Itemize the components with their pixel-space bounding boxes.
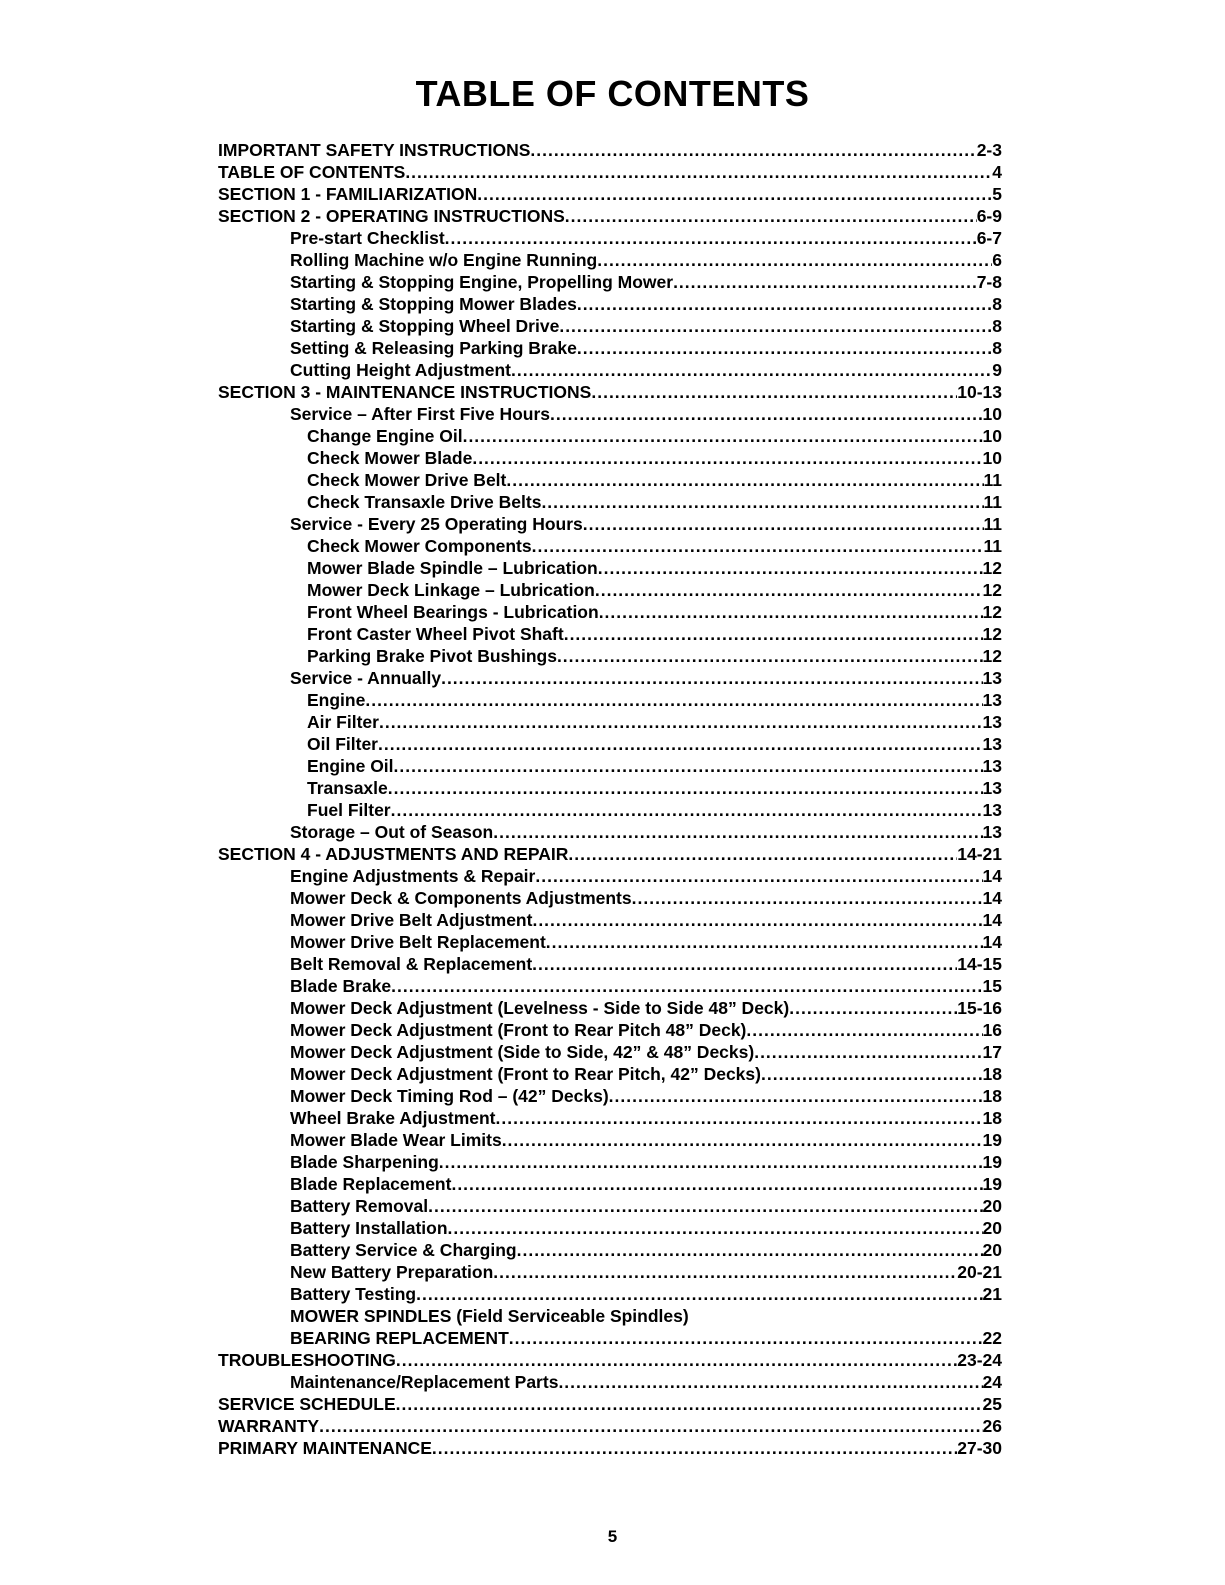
toc-entry-page: 10 [982, 448, 1002, 468]
toc-entry [218, 359, 1002, 381]
toc-entry-title: Mower Deck Adjustment (Side to Side, 42” & 48” Decks) [290, 1042, 755, 1062]
toc-entry [218, 821, 1002, 843]
toc-dot-leader [546, 931, 983, 953]
toc-entry-page: 13 [982, 712, 1002, 732]
toc-entry [218, 447, 1002, 469]
toc-entry-title: Mower Deck Adjustment (Front to Rear Pitch 48” Deck) [290, 1020, 747, 1040]
toc-dot-leader [439, 1151, 983, 1173]
toc-entry [218, 689, 1002, 711]
toc-dot-leader [493, 821, 982, 843]
toc-entry-page: 20 [982, 1196, 1002, 1216]
toc-entry-title: Change Engine Oil [307, 426, 463, 446]
toc-entry-title: Front Caster Wheel Pivot Shaft [307, 624, 564, 644]
toc-entry-title: Maintenance/Replacement Parts [290, 1372, 559, 1392]
toc-entry-page: 25 [982, 1394, 1002, 1414]
toc-entry-page: 13 [982, 800, 1002, 820]
toc-dot-leader [632, 887, 983, 909]
toc-dot-leader [396, 1349, 957, 1371]
toc-entry-page: 8 [992, 316, 1002, 336]
toc-dot-leader [496, 1107, 983, 1129]
toc-entry [218, 1173, 1002, 1195]
toc-entry-title: Engine [307, 690, 366, 710]
toc-entry [218, 227, 1002, 249]
toc-entry [218, 513, 1002, 535]
toc-entry [218, 843, 1002, 865]
toc-entry-page: 2-3 [976, 140, 1002, 160]
toc-entry-title: Oil Filter [307, 734, 378, 754]
toc-entry [218, 249, 1002, 271]
toc-entry-page: 26 [982, 1416, 1002, 1436]
toc-entry-page: 22 [982, 1328, 1002, 1348]
toc-entry-page: 27-30 [957, 1438, 1002, 1458]
toc-entry [218, 1129, 1002, 1151]
toc-dot-leader [441, 667, 982, 689]
toc-entry-page: 20 [982, 1218, 1002, 1238]
toc-entry-title: PRIMARY MAINTENANCE [218, 1438, 432, 1458]
toc-dot-leader [511, 359, 992, 381]
toc-dot-leader [532, 909, 982, 931]
toc-entry [218, 755, 1002, 777]
toc-entry [218, 293, 1002, 315]
toc-entry-title: Check Mower Drive Belt [307, 470, 507, 490]
toc-dot-leader [396, 1393, 983, 1415]
toc-entry [218, 623, 1002, 645]
toc-entry-page: 10 [982, 404, 1002, 424]
toc-entry-title: Setting & Releasing Parking Brake [290, 338, 577, 358]
toc-entry-title: Mower Deck & Components Adjustments [290, 888, 632, 908]
toc-dot-leader [463, 425, 983, 447]
toc-dot-leader [509, 1327, 983, 1349]
toc-dot-leader [477, 183, 992, 205]
toc-entry-page: 19 [982, 1152, 1002, 1172]
toc-entry [218, 777, 1002, 799]
toc-entry-title: TABLE OF CONTENTS [218, 162, 406, 182]
toc-entry-page: 11 [983, 492, 1002, 512]
toc-entry-title: Pre-start Checklist [290, 228, 445, 248]
toc-dot-leader [379, 711, 983, 733]
toc-entry [218, 183, 1002, 205]
toc-entry-title: Parking Brake Pivot Bushings [307, 646, 557, 666]
toc-entry-title: Front Wheel Bearings - Lubrication [307, 602, 599, 622]
toc-dot-leader [319, 1415, 982, 1437]
toc-entry-page: 4 [992, 162, 1002, 182]
toc-dot-leader [388, 777, 983, 799]
toc-entry [218, 865, 1002, 887]
toc-entry-title: Check Transaxle Drive Belts [307, 492, 542, 512]
toc-entry-page: 6-9 [976, 206, 1002, 226]
toc-entry-title: Mower Deck Adjustment (Front to Rear Pitch, 42” Decks) [290, 1064, 761, 1084]
toc-entry-title: Transaxle [307, 778, 388, 798]
toc-entry-title: Fuel Filter [307, 800, 391, 820]
toc-entry-page: 8 [992, 294, 1002, 314]
toc-entry-title: Air Filter [307, 712, 379, 732]
toc-entry-page: 18 [982, 1086, 1002, 1106]
toc-dot-leader [591, 381, 957, 403]
toc-entry-title: Service - Every 25 Operating Hours [290, 514, 583, 534]
toc-entry [218, 557, 1002, 579]
toc-entry-title: Blade Brake [290, 976, 392, 996]
toc-entry [218, 1151, 1002, 1173]
toc-entry-title: SECTION 1 - FAMILIARIZATION [218, 184, 478, 204]
toc-entry [218, 491, 1002, 513]
toc-dot-leader [405, 161, 992, 183]
toc-dot-leader [558, 1371, 982, 1393]
toc-entry-page: 16 [982, 1020, 1002, 1040]
toc-entry-page: 20 [982, 1240, 1002, 1260]
toc-entry [218, 1239, 1002, 1261]
toc-entry-page: 23-24 [957, 1350, 1002, 1370]
toc-dot-leader [746, 1019, 982, 1041]
toc-dot-leader [599, 601, 983, 623]
toc-entry-title: Mower Deck Adjustment (Levelness - Side to Side 48” Deck) [290, 998, 790, 1018]
toc-dot-leader [391, 975, 982, 997]
toc-entry-title: Mower Deck Linkage – Lubrication [307, 580, 595, 600]
toc-entry-page: 14 [982, 888, 1002, 908]
toc-dot-leader [502, 1129, 983, 1151]
toc-entry-title: SECTION 3 - MAINTENANCE INSTRUCTIONS [218, 382, 592, 402]
toc-entry-page: 19 [982, 1174, 1002, 1194]
toc-entry [218, 1195, 1002, 1217]
toc-dot-leader [564, 623, 983, 645]
toc-entry [218, 1349, 1002, 1371]
toc-dot-leader [609, 1085, 983, 1107]
toc-entry-page: 11 [983, 536, 1002, 556]
toc-entry-title: Storage – Out of Season [290, 822, 494, 842]
toc-dot-leader [673, 271, 977, 293]
toc-dot-leader [378, 733, 983, 755]
toc-entry [218, 1437, 1002, 1459]
toc-entry-title: Starting & Stopping Mower Blades [290, 294, 577, 314]
toc-entry-title: Check Mower Blade [307, 448, 473, 468]
toc-entry-title: New Battery Preparation [290, 1262, 494, 1282]
toc-entry-title: Service - Annually [290, 668, 442, 688]
toc-entry-page: 15 [982, 976, 1002, 996]
toc-dot-leader [598, 557, 983, 579]
toc-dot-leader [506, 469, 983, 491]
toc-entry [218, 139, 1002, 161]
toc-entry [218, 1261, 1002, 1283]
toc-entry-page: 14 [982, 866, 1002, 886]
toc-entry-title: BEARING REPLACEMENT [290, 1328, 509, 1348]
toc-dot-leader [532, 535, 984, 557]
toc-entry [218, 469, 1002, 491]
toc-entry-page: 12 [982, 646, 1002, 666]
toc-entry-page: 20-21 [957, 1262, 1002, 1282]
toc-entry-title: Mower Drive Belt Adjustment [290, 910, 533, 930]
toc-entry-page: 18 [982, 1064, 1002, 1084]
toc-entry [218, 381, 1002, 403]
toc-entry-page: 11 [983, 470, 1002, 490]
toc-dot-leader [583, 513, 984, 535]
toc-entry [218, 315, 1002, 337]
toc-dot-leader [559, 315, 992, 337]
toc-dot-leader [541, 491, 983, 513]
toc-entry [218, 975, 1002, 997]
toc-entry-page: 13 [982, 690, 1002, 710]
toc-entry [218, 1305, 1002, 1327]
toc-dot-leader [568, 843, 957, 865]
toc-entry-page: 6-7 [976, 228, 1002, 248]
toc-dot-leader [451, 1173, 982, 1195]
toc-entry-title: Wheel Brake Adjustment [290, 1108, 496, 1128]
toc-entry-title: SECTION 2 - OPERATING INSTRUCTIONS [218, 206, 565, 226]
toc-entry-title: SERVICE SCHEDULE [218, 1394, 396, 1414]
toc-entry [218, 1041, 1002, 1063]
toc-entry [218, 1327, 1002, 1349]
toc-entry-title: IMPORTANT SAFETY INSTRUCTIONS [218, 140, 531, 160]
toc-dot-leader [428, 1195, 982, 1217]
toc-entry [218, 535, 1002, 557]
toc-entry-page: 5 [992, 184, 1002, 204]
toc-entry [218, 1415, 1002, 1437]
toc-entry-page: 12 [982, 624, 1002, 644]
toc-entry-title: Service – After First Five Hours [290, 404, 551, 424]
toc-dot-leader [577, 293, 992, 315]
toc-entry-page: 18 [982, 1108, 1002, 1128]
toc-entry-page: 10-13 [957, 382, 1002, 402]
toc-entry-title: Mower Blade Wear Limits [290, 1130, 502, 1150]
toc-entry-page: 13 [982, 668, 1002, 688]
toc-entry-page: 19 [982, 1130, 1002, 1150]
toc-entry-page: 7-8 [976, 272, 1002, 292]
toc-entry-title: Blade Sharpening [290, 1152, 439, 1172]
toc-entry [218, 403, 1002, 425]
toc-entry-page: 13 [982, 778, 1002, 798]
toc-entry-page: 12 [982, 558, 1002, 578]
toc-entry-page: 14 [982, 910, 1002, 930]
toc-entry-title: TROUBLESHOOTING [218, 1350, 396, 1370]
toc-entry [218, 887, 1002, 909]
toc-dot-leader [365, 689, 982, 711]
toc-entry [218, 1019, 1002, 1041]
toc-entry-title: Blade Replacement [290, 1174, 452, 1194]
toc-entry-page: 9 [992, 360, 1002, 380]
toc-entry-title: Battery Removal [290, 1196, 429, 1216]
toc-dot-leader [448, 1217, 983, 1239]
toc-entry-page: 13 [982, 734, 1002, 754]
toc-entry [218, 579, 1002, 601]
toc-entry [218, 1063, 1002, 1085]
toc-entry-title: Mower Drive Belt Replacement [290, 932, 546, 952]
toc-entry-title: Mower Blade Spindle – Lubrication [307, 558, 598, 578]
toc-entry [218, 667, 1002, 689]
toc-dot-leader [517, 1239, 983, 1261]
toc-entry-title: SECTION 4 - ADJUSTMENTS AND REPAIR [218, 844, 569, 864]
toc-entry [218, 645, 1002, 667]
toc-entry [218, 711, 1002, 733]
toc-dot-leader [530, 139, 976, 161]
toc-dot-leader [432, 1437, 957, 1459]
toc-entry [218, 733, 1002, 755]
toc-entry-page: 24 [982, 1372, 1002, 1392]
toc-entry [218, 1107, 1002, 1129]
toc-entry [218, 1371, 1002, 1393]
toc-entry [218, 425, 1002, 447]
toc-entry [218, 799, 1002, 821]
table-of-contents [218, 139, 1002, 1459]
toc-entry-page: 17 [982, 1042, 1002, 1062]
toc-entry-page: 8 [992, 338, 1002, 358]
toc-entry-page: 13 [982, 756, 1002, 776]
page-number: 5 [607, 1527, 618, 1546]
toc-entry-title: Rolling Machine w/o Engine Running [290, 250, 598, 270]
toc-entry-title: Starting & Stopping Wheel Drive [290, 316, 560, 336]
toc-entry-page: 11 [983, 514, 1002, 534]
toc-entry-page: 12 [982, 602, 1002, 622]
page-title: TABLE OF CONTENTS [415, 73, 810, 114]
toc-dot-leader [550, 403, 983, 425]
toc-entry-page: 15-16 [957, 998, 1002, 1018]
toc-dot-leader [577, 337, 992, 359]
toc-entry [218, 205, 1002, 227]
toc-dot-leader [761, 1063, 983, 1085]
toc-entry [218, 931, 1002, 953]
toc-dot-leader [535, 865, 982, 887]
toc-entry-title: Battery Testing [290, 1284, 417, 1304]
toc-entry [218, 271, 1002, 293]
toc-entry [218, 337, 1002, 359]
toc-entry-title: Engine Adjustments & Repair [290, 866, 536, 886]
toc-entry-title: Battery Service & Charging [290, 1240, 517, 1260]
toc-dot-leader [532, 953, 957, 975]
toc-dot-leader [416, 1283, 982, 1305]
toc-dot-leader [754, 1041, 982, 1063]
toc-entry-page: 14-21 [957, 844, 1002, 864]
toc-entry-title: Battery Installation [290, 1218, 448, 1238]
toc-entry-page: 14-15 [957, 954, 1002, 974]
toc-entry [218, 601, 1002, 623]
toc-dot-leader [394, 755, 983, 777]
toc-entry-title: Check Mower Components [307, 536, 532, 556]
toc-entry-page: 12 [982, 580, 1002, 600]
toc-dot-leader [557, 645, 983, 667]
toc-entry-title: Engine Oil [307, 756, 394, 776]
toc-dot-leader [391, 799, 983, 821]
toc-dot-leader [789, 997, 957, 1019]
toc-dot-leader [597, 249, 992, 271]
toc-dot-leader [493, 1261, 957, 1283]
toc-entry-title: Mower Deck Timing Rod – (42” Decks) [290, 1086, 609, 1106]
toc-entry-page: 14 [982, 932, 1002, 952]
toc-dot-leader [595, 579, 983, 601]
toc-entry [218, 1393, 1002, 1415]
toc-entry [218, 161, 1002, 183]
toc-dot-leader [445, 227, 977, 249]
toc-entry-title: Starting & Stopping Engine, Propelling Mower [290, 272, 674, 292]
toc-entry [218, 1217, 1002, 1239]
toc-entry-title: Belt Removal & Replacement [290, 954, 533, 974]
toc-entry-page: 6 [992, 250, 1002, 270]
toc-entry-title: MOWER SPINDLES (Field Serviceable Spindles) [290, 1306, 689, 1326]
toc-entry [218, 953, 1002, 975]
toc-entry [218, 1283, 1002, 1305]
toc-entry [218, 997, 1002, 1019]
toc-entry-page: 10 [982, 426, 1002, 446]
toc-dot-leader [565, 205, 977, 227]
toc-entry-page: 13 [982, 822, 1002, 842]
toc-entry [218, 909, 1002, 931]
toc-entry-page: 21 [982, 1284, 1002, 1304]
toc-dot-leader [472, 447, 982, 469]
toc-entry [218, 1085, 1002, 1107]
toc-entry-title: WARRANTY [218, 1416, 320, 1436]
toc-entry-title: Cutting Height Adjustment [290, 360, 511, 380]
